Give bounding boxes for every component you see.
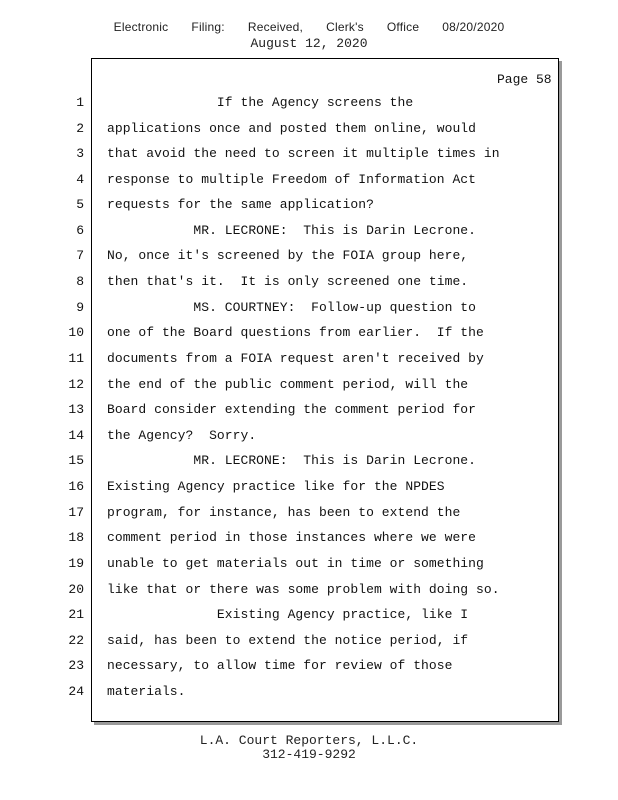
line-text: that avoid the need to screen it multiple times in (107, 146, 500, 161)
line-text: necessary, to allow time for review of those (107, 658, 453, 673)
line-text: unable to get materials out in time or something (107, 556, 484, 571)
line-text: MR. LECRONE: This is Darin Lecrone. (107, 223, 477, 238)
line-number: 16 (68, 479, 84, 494)
line-text: No, once it's screened by the FOIA group here, (107, 248, 469, 263)
filing-stamp: Electronic Filing: Received, Clerk's Office 08/20/2020 (113, 20, 505, 34)
hearing-date: August 12, 2020 (250, 36, 368, 51)
reporter-phone: 312-419-9292 (262, 747, 356, 762)
line-number: 21 (68, 607, 84, 622)
line-text: the Agency? Sorry. (107, 428, 257, 443)
line-number: 22 (68, 633, 84, 648)
line-number: 10 (68, 325, 84, 340)
line-text: Existing Agency practice, like I (107, 607, 469, 622)
line-number: 23 (68, 658, 84, 673)
line-number: 13 (68, 402, 84, 417)
line-text: comment period in those instances where we were (107, 530, 477, 545)
line-number: 15 (68, 453, 84, 468)
line-text: Existing Agency practice like for the NPDES (107, 479, 445, 494)
line-number: 8 (76, 274, 84, 289)
line-text: MS. COURTNEY: Follow-up question to (107, 300, 477, 315)
line-number: 24 (68, 684, 84, 699)
line-text: materials. (107, 684, 186, 699)
line-text: said, has been to extend the notice period, if (107, 633, 469, 648)
line-number: 14 (68, 428, 84, 443)
line-number: 2 (76, 121, 84, 136)
line-text: Board consider extending the comment period for (107, 402, 477, 417)
line-text: applications once and posted them online, would (107, 121, 477, 136)
line-number: 3 (76, 146, 84, 161)
line-text: If the Agency screens the (107, 95, 414, 110)
line-number: 20 (68, 582, 84, 597)
line-number: 17 (68, 505, 84, 520)
line-text: one of the Board questions from earlier. If the (107, 325, 484, 340)
line-text: program, for instance, has been to extend the (107, 505, 461, 520)
line-number: 4 (76, 172, 84, 187)
line-text: response to multiple Freedom of Information Act (107, 172, 477, 187)
line-text: documents from a FOIA request aren't received by (107, 351, 484, 366)
line-number: 9 (76, 300, 84, 315)
line-number: 18 (68, 530, 84, 545)
line-number: 1 (76, 95, 84, 110)
reporter-company: L.A. Court Reporters, L.L.C. (199, 733, 419, 748)
line-text: the end of the public comment period, will the (107, 377, 469, 392)
line-number: 11 (68, 351, 84, 366)
line-text: like that or there was some problem with doing so. (107, 582, 500, 597)
page-number: Page 58 (497, 72, 552, 87)
line-text: requests for the same application? (107, 197, 374, 212)
line-text: MR. LECRONE: This is Darin Lecrone. (107, 453, 477, 468)
line-number: 6 (76, 223, 84, 238)
line-number: 19 (68, 556, 84, 571)
line-number: 5 (76, 197, 84, 212)
line-text: then that's it. It is only screened one time. (107, 274, 469, 289)
line-number: 7 (76, 248, 84, 263)
line-number: 12 (68, 377, 84, 392)
